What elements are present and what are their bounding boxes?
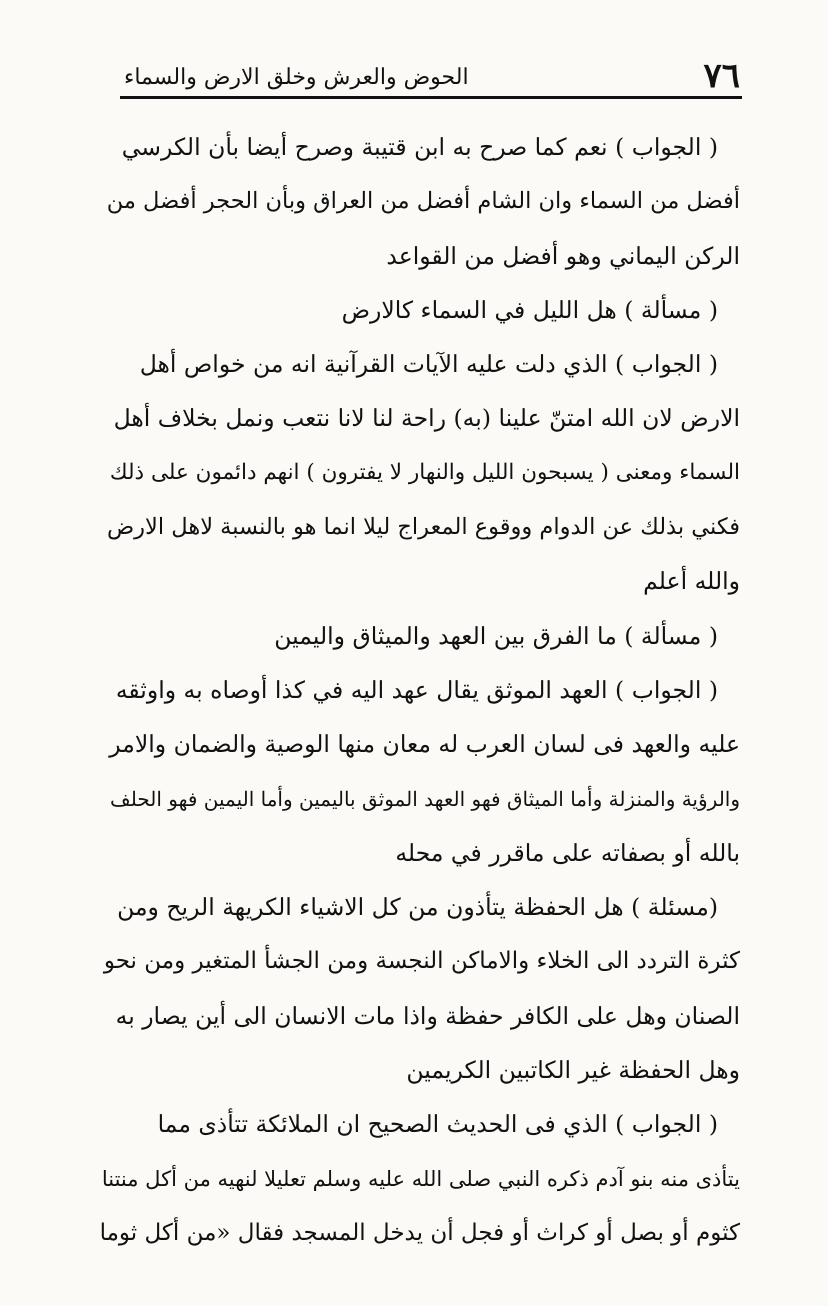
page-number: ٧٦ <box>703 56 740 96</box>
text-line: ( الجواب ) العهد الموثق يقال عهد اليه في كذا أوصاه به واوثقه <box>115 675 718 704</box>
text-line: الركن اليماني وهو أفضل من القواعد <box>386 241 740 270</box>
text-line: الارض لان الله امتنّ علينا (به) راحة لنا لانا نتعب ونمل بخلاف أهل <box>113 404 740 433</box>
page-header <box>120 56 740 96</box>
body-text <box>100 120 740 1260</box>
text-line: بالله أو بصفاته على ماقرر في محله <box>395 838 740 867</box>
text-line: كثوم أو بصل أو كراث أو فجل أن يدخل المسجد فقال «من أكل ثوما <box>100 1219 740 1246</box>
text-line: ( الجواب ) نعم كما صرح به ابن قتيبة وصرح أيضا بأن الكرسي <box>121 133 718 161</box>
text-line: فكني بذلك عن الدوام ووقوع المعراج ليلا انما هو بالنسبة لاهل الارض <box>106 514 740 541</box>
text-line: وهل الحفظة غير الكاتبين الكريمين <box>406 1056 740 1085</box>
text-line: (مسئلة ) هل الحفظة يتأذون من كل الاشياء الكريهة الريح ومن <box>117 893 718 922</box>
text-line: كثرة التردد الى الخلاء والاماكن النجسة ومن الجشأ المتغير ومن نحو <box>103 948 740 975</box>
text-line: ( الجواب ) الذي فى الحديث الصحيح ان الملائكة تتأذى مما <box>157 1110 718 1139</box>
text-line: ( مسألة ) ما الفرق بين العهد والميثاق واليمين <box>274 621 718 650</box>
text-line: والرؤية والمنزلة وأما الميثاق فهو العهد الموثق باليمين وأما اليمين فهو الحلف <box>110 786 740 811</box>
text-line: ( مسألة ) هل الليل في السماء كالارض <box>341 295 718 324</box>
text-line: الصنان وهل على الكافر حفظة واذا مات الانسان الى أين يصار به <box>115 1001 740 1030</box>
text-line: السماء ومعنى ( يسبحون الليل والنهار لا يفترون ) انهم دائمون على ذلك <box>109 459 740 485</box>
header-rule <box>120 96 742 99</box>
text-line: عليه والعهد فى لسان العرب له معان منها الوصية والضمان والامر <box>109 730 740 759</box>
text-line: يتأذى منه بنو آدم ذكره النبي صلى الله عليه وسلم تعليلا لنهيه من أكل منتنا <box>101 1166 740 1191</box>
text-line: ( الجواب ) الذي دلت عليه الآيات القرآنية انه من خواص أهل <box>139 350 718 379</box>
text-line: أفضل من السماء وان الشام أفضل من العراق وبأن الحجر أفضل من <box>106 188 740 215</box>
running-title: الحوض والعرش وخلق الارض والسماء <box>124 65 469 90</box>
text-line: والله أعلم <box>643 567 740 596</box>
